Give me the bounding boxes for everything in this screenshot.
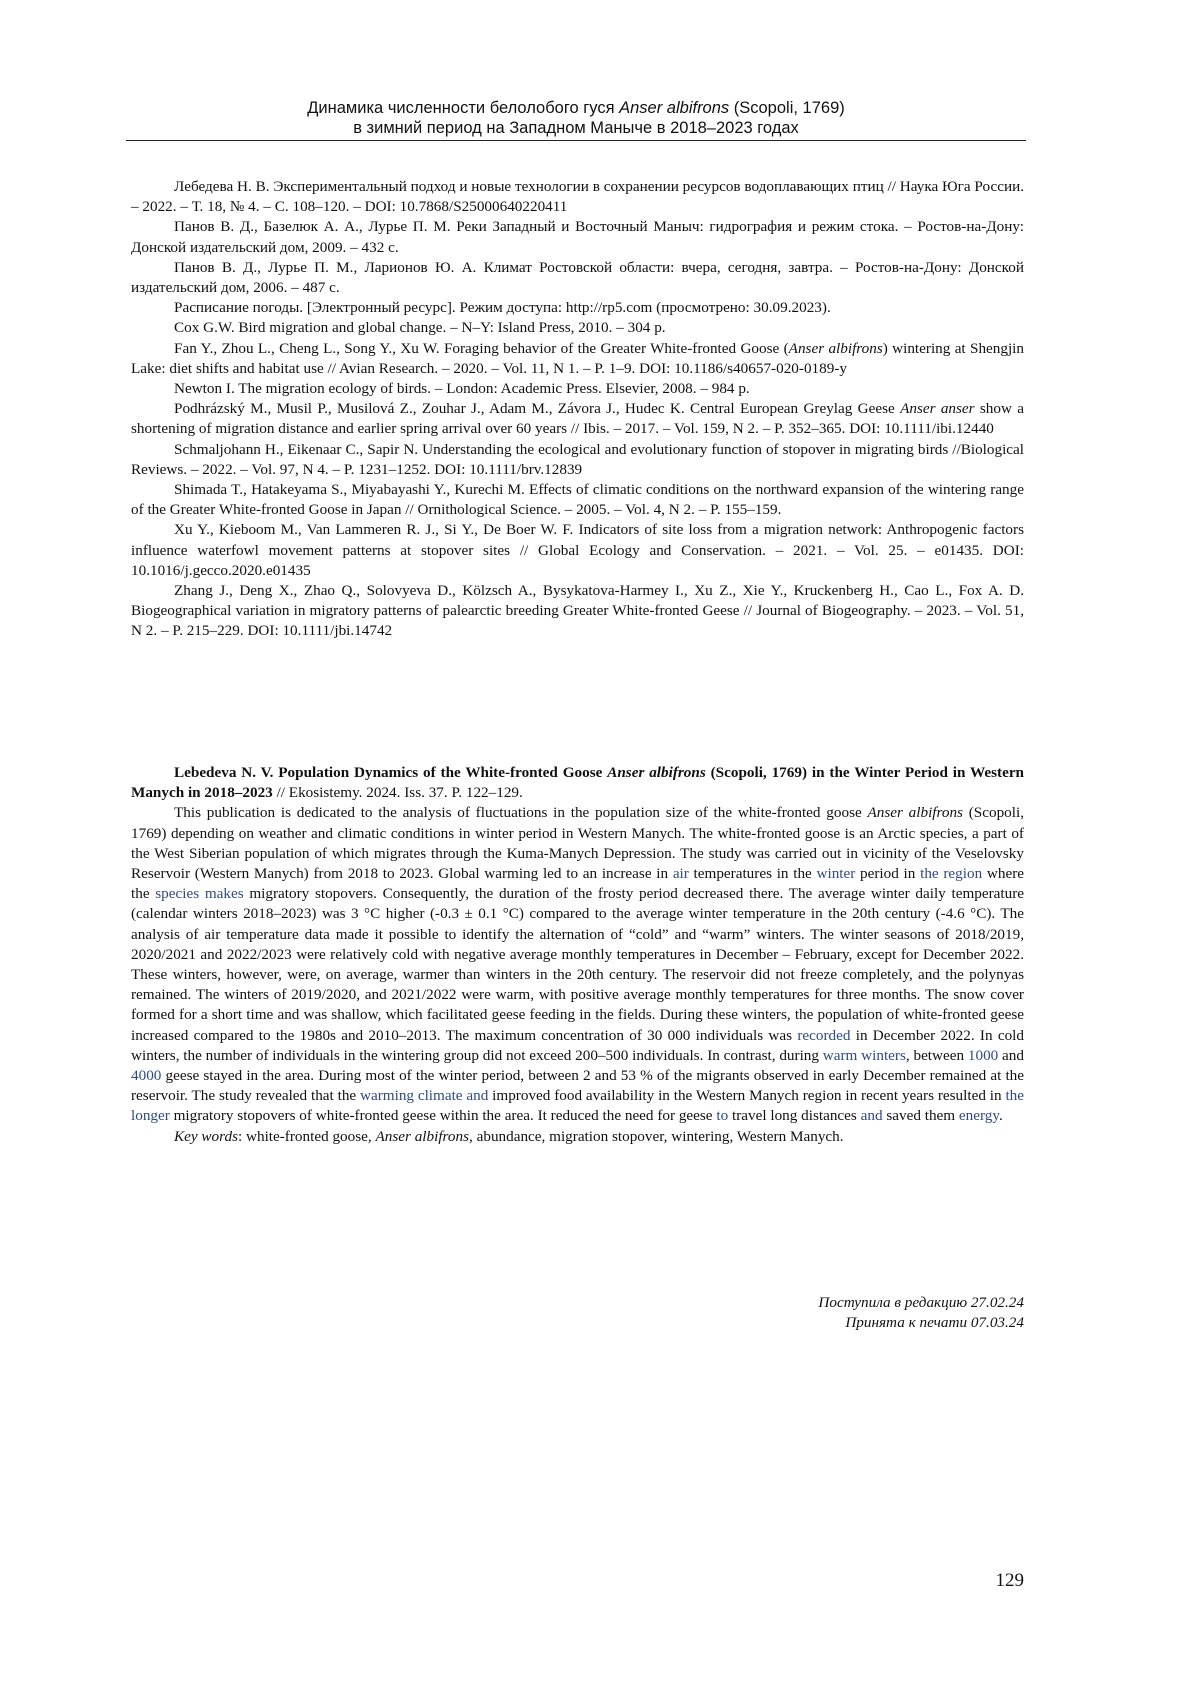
- reference-item: Xu Y., Kieboom M., Van Lammeren R. J., Si Y., De Boer W. F. Indicators of site loss from a migration network: Anthropogenic factors influence waterfowl movement patterns at stopover sites // Global Ecology and Conservation. – 2021. – Vol. 25. – e01435. DOI: 10.1016/j.gecco.2020.e01435: [131, 521, 1024, 579]
- abstract-citation: Lebedeva N. V. Population Dynamics of the White-fronted Goose Anser albifrons (Scopoli, 1769) in the Winter Period in Western Manych in 2018–2023 // Ekosistemy. 2024. Iss. 37. P. 122–129.: [131, 764, 1025, 802]
- received-date: Поступила в редакцию 27.02.24: [818, 1294, 1024, 1311]
- reference-item: Расписание погоды. [Электронный ресурс]. Режим доступа: http://rp5.com (просмотрено: 30.09.2023).: [174, 299, 831, 317]
- abstract-body: This publication is dedicated to the analysis of fluctuations in the population size of the white-fronted goose Anser albifrons (Scopoli, 1769) depending on weather and climatic conditions in winter period in Western Manych. The white-fronted goose is an Arctic species, a part of the West Siberian population of which migrates through the Kuma-Manych Depression. The study was carried out in vicinity of the Veselovsky Reservoir (Western Manych) from 2018 to 2023. Global warming led to an increase in air temperatures in the winter period in the region where the species makes migratory stopovers. Consequently, the duration of the frosty period decreased there. The average winter daily temperature (calendar winters 2018–2023) was 3 °C higher (-0.3 ± 0.1 °C) compared to the average winter temperature in the 20th century (-4.6 °C). The analysis of air temperature data made it possible to identify the alternation of “cold” and “warm” winters. The winter seasons of 2018/2019, 2020/2021 and 2022/2023 were relatively cold with negative average monthly temperatures in December – February, except for December 2022. These winters, however, were, on average, warmer than winters in the 20th century. The reservoir did not freeze completely, and the polynyas remained. The winters of 2019/2020, and 2021/2022 were warm, with positive average monthly temperatures for three months. The snow cover formed for a short time and was shallow, which facilitated geese feeding in the fields. During these winters, the population of white-fronted geese increased compared to the 1980s and 2010–2013. The maximum concentration of 30 000 individuals was recorded in December 2022. In cold winters, the number of individuals in the wintering group did not exceed 200–500 individuals. In contrast, during warm winters, between 1000 and 4000 geese stayed in the area. During most of the winter period, between 2 and 53 % of the migrants observed in early December remained at the reservoir. The study revealed that the warming climate and improved food availability in the Western Manych region in recent years resulted in the longer migratory stopovers of white-fronted geese within the area. It reduced the need for geese to travel long distances and saved them energy.: [131, 804, 1025, 1125]
- reference-item: Панов В. Д., Лурье П. М., Ларионов Ю. А. Климат Ростовской области: вчера, сегодня, завтра. – Ростов-на-Дону: Донской издательский дом, 2006. – 487 с.: [131, 258, 1024, 297]
- reference-item: Лебедева Н. В. Экспериментальный подход и новые технологии в сохранении ресурсов водоплавающих птиц // Наука Юга России. – 2022. – Т. 18, № 4. – С. 108–120. – DOI: 10.7868/S25000640220411: [131, 178, 1024, 216]
- reference-item: Podhrázský M., Musil P., Musilová Z., Zouhar J., Adam M., Závora J., Hudec K. Central European Greylag Geese Anser anser show a shortening of migration distance and earlier spring arrival over 60 years // Ibis. – 2017. – Vol. 159, N 2. – P. 352–365. DOI: 10.1111/ibi.12440: [131, 400, 1024, 438]
- header-species-name: Anser albifrons: [619, 99, 730, 117]
- reference-item: Schmaljohann H., Eikenaar C., Sapir N. Understanding the ecological and evolutionary function of stopover in migrating birds //Biological Reviews. – 2022. – Vol. 97, N 4. – P. 1231–1252. DOI: 10.1111/brv.12839: [131, 440, 1024, 478]
- reference-item: Cox G.W. Bird migration and global change. – N–Y: Island Press, 2010. – 304 p.: [174, 319, 666, 337]
- header-rule: [126, 140, 1026, 141]
- page-number: 129: [995, 1570, 1024, 1591]
- reference-item: Панов В. Д., Базелюк А. А., Лурье П. М. Реки Западный и Восточный Маныч: гидрография и режим стока. – Ростов-на-Дону: Донской издательский дом, 2009. – 432 с.: [131, 218, 1024, 256]
- english-abstract: [131, 763, 1024, 1147]
- reference-item: Zhang J., Deng X., Zhao Q., Solovyeva D., Kölzsch A., Bysykatova-Harmey I., Xu Z., Xie Y., Kruckenberg H., Cao L., Fox A. D. Biogeographical variation in migratory patterns of palearctic breeding Greater White-fronted Geese // Journal of Biogeography. – 2023. – Vol. 51, N 2. – P. 215–229. DOI: 10.1111/jbi.14742: [131, 582, 1024, 640]
- accepted-date: Принята к печати 07.03.24: [845, 1314, 1024, 1331]
- header-text: Динамика численности белолобого гуся: [307, 99, 620, 117]
- header-text-authority: (Scopoli, 1769): [729, 99, 845, 117]
- reference-list: [131, 177, 1024, 642]
- abstract-keywords: Key words: white-fronted goose, Anser albifrons, abundance, migration stopover, wintering, Western Manych.: [174, 1127, 844, 1145]
- running-header: [126, 98, 1026, 138]
- running-header-line-2: в зимний период на Западном Маныче в 2018–2023 годах: [353, 119, 799, 137]
- reference-item: Newton I. The migration ecology of birds. – London: Academic Press. Elsevier, 2008. – 984 p.: [174, 380, 750, 398]
- submission-dates: [818, 1293, 1024, 1333]
- reference-item: Shimada T., Hatakeyama S., Miyabayashi Y., Kurechi M. Effects of climatic conditions on the northward expansion of the wintering range of the Greater White-fronted Goose in Japan // Ornithological Science. – 2005. – Vol. 4, N 2. – P. 155–159.: [131, 481, 1024, 519]
- reference-item: Fan Y., Zhou L., Cheng L., Song Y., Xu W. Foraging behavior of the Greater White-fronted Goose (Anser albifrons) wintering at Shengjin Lake: diet shifts and habitat use // Avian Research. – 2020. – Vol. 11, N 1. – P. 1–9. DOI: 10.1186/s40657-020-0189-y: [131, 339, 1024, 377]
- running-header-line-1: [126, 98, 1026, 118]
